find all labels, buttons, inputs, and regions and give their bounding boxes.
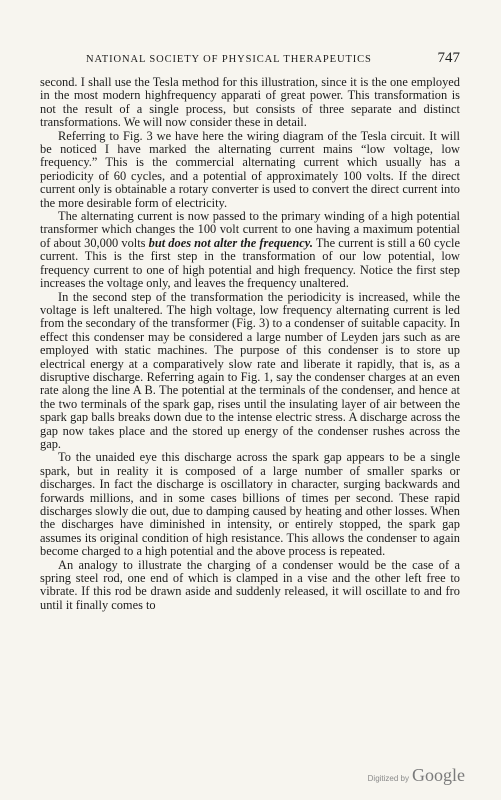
paragraph-text: To the unaided eye this discharge across the spark gap appears to be a single spark, but in reality it is composed of a large number of smaller sparks or discharges. In fact the discharge is oscillatory in character, surging backwards and forwards millions, and in some cases billions of times per second. These rapid discharges slowly die out, due to damping caused by heating and other losses. When the discharges have diminished in intensity, or entirely stopped, the spark gap assumes its original condition of high resistance. This allows the condenser to again become charged to a high potential and the above process is repeated.: [40, 450, 460, 559]
paragraph: [40, 130, 460, 210]
paragraph: [40, 451, 460, 558]
paragraph-text: The alternating current is now passed to the primary winding of a high potential transformer which changes the 100 volt current to one having a maximum potential of about 30,000 volts: [40, 209, 460, 250]
emphasized-text: but does not alter the frequency.: [148, 235, 313, 250]
paragraph: [40, 291, 460, 452]
paragraph-text: An analogy to illustrate the charging of a condenser would be the case of a spring steel rod, one end of which is clamped in a vise and the other left free to vibrate. If this rod be drawn aside and suddenly released, it will oscillate to and fro until it finally comes to: [40, 557, 460, 612]
digitization-watermark: [368, 765, 465, 786]
paragraph: [40, 559, 460, 613]
body-text: [40, 76, 460, 612]
paragraph: [40, 210, 460, 290]
google-logo: Google: [412, 765, 465, 785]
paragraph-text: The current is still a 60 cycle current. This is the first step in the transformation of our low potential, low frequency current to one of high potential and high frequency. Notice the first step increases the voltage only, and leaves the frequency unaltered.: [40, 235, 460, 291]
running-title: NATIONAL SOCIETY OF PHYSICAL THERAPEUTICS: [86, 54, 372, 65]
page-number: 747: [437, 50, 460, 66]
digitized-by-label: Digitized by: [367, 774, 409, 783]
page-header: [40, 50, 460, 67]
paragraph-text: Referring to Fig. 3 we have here the wiring diagram of the Tesla circuit. It will be noticed I have marked the alternating current mains “low voltage, low frequency.” This is the commercial alternating current which usually has a periodicity of 60 cycles, and a potential of approximately 100 volts. If the direct current only is obtainable a rotary converter is used to convert the direct current into the more desirable form of electricity.: [40, 128, 460, 210]
paragraph-text: second. I shall use the Tesla method for this illustration, since it is the one employed in the most modern highfrequency apparati of great power. This transformation is not the result of a single process, but consists of three separate and distinct transformations. We will now consider these in detail.: [40, 75, 460, 130]
paragraph: [40, 76, 460, 130]
paragraph-text: In the second step of the transformation the periodicity is increased, while the voltage is left unaltered. The high voltage, low frequency alternating current is led from the secondary of the transformer (Fig. 3) to a condenser of suitable capacity. In effect this condenser may be considered a large number of Leyden jars such as are employed with static machines. The purpose of this condenser is to store up electrical energy at a comparatively slow rate and liberate it rapidly, that is, as a disruptive discharge. Referring again to Fig. 1, say the condenser charges at an even rate along the line A B. The potential at the terminals of the condenser, and hence at the two terminals of the spark gap, rises until the insulating layer of air between the spark gap balls breaks down due to the intense electric stress. A discharge across the gap now takes place and the stored up energy of the condenser rushes across the gap.: [40, 289, 460, 451]
